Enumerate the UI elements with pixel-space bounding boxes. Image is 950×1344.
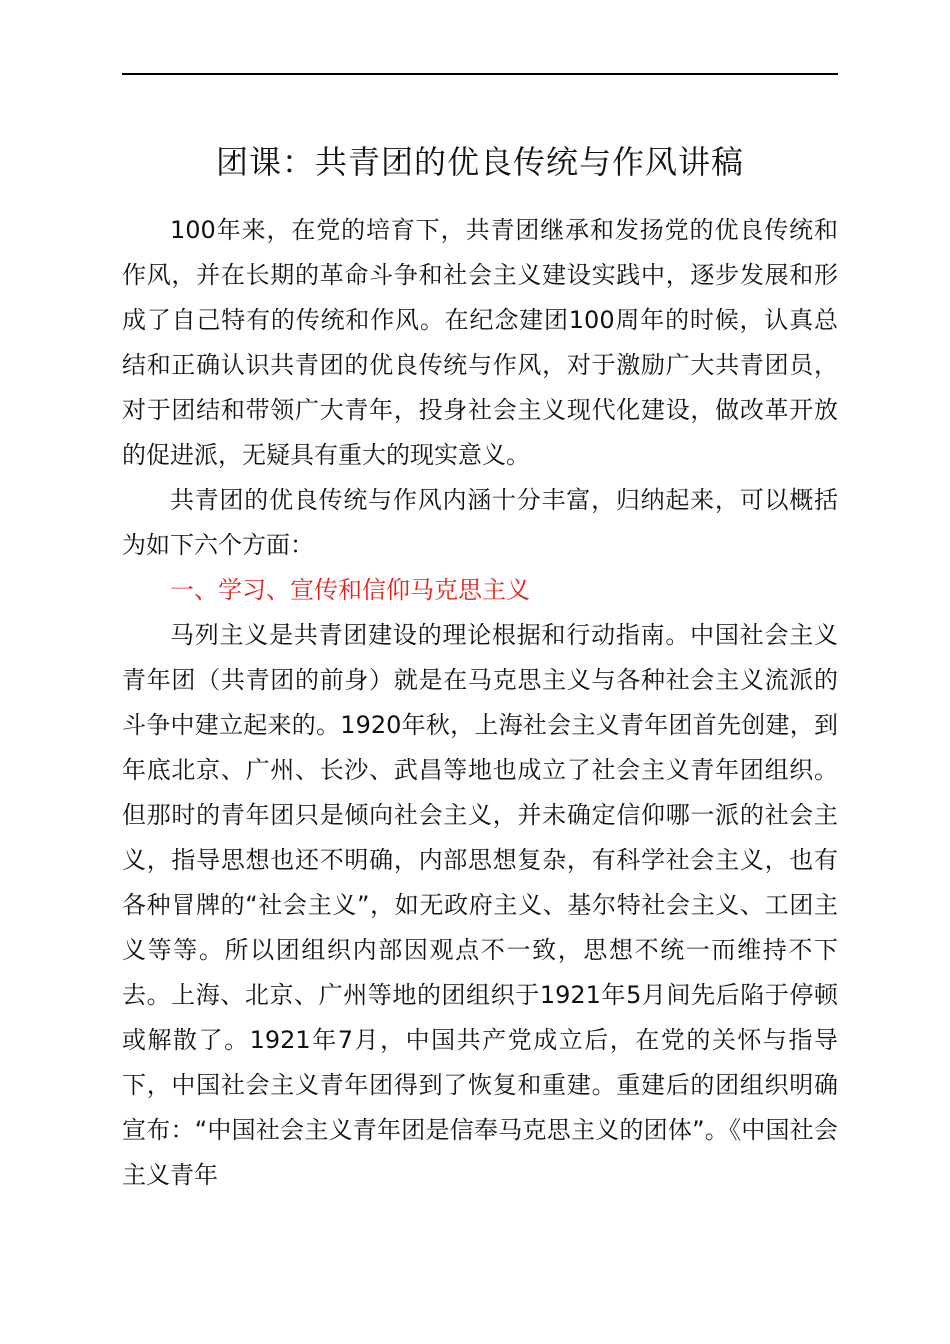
paragraph-summary: 共青团的优良传统与作风内涵十分丰富，归纳起来，可以概括为如下六个方面： — [122, 486, 838, 559]
paragraph-intro: 100年来，在党的培育下，共青团继承和发扬党的优良传统和作风，并在长期的革命斗争和社会主义建设实践中，逐步发展和形成了自己特有的传统和作风。在纪念建团100周年的时候，认真总结和正确认识共青团的优良传统与作风，对于激励广大共青团员，对于团结和带领广大青年，投身社会主义现代化建设，做改革开放的促进派，无疑具有重大的现实意义。 — [122, 216, 838, 469]
section-heading: 一、学习、宣传和信仰马克思主义 — [170, 576, 530, 604]
document-title: 团课：共青团的优良传统与作风讲稿 — [215, 143, 744, 181]
paragraph-section-1: 马列主义是共青团建设的理论根据和行动指南。中国社会主义青年团（共青团的前身）就是在马克思主义与各种社会主义流派的斗争中建立起来的。1920年秋，上海社会主义青年团首先创建，到年底北京、广州、长沙、武昌等地也成立了社会主义青年团组织。但那时的青年团只是倾向社会主义，并未确定信仰哪一派的社会主义，指导思想也还不明确，内部思想复杂，有科学社会主义，也有各种冒牌的“社会主义”，如无政府主义、基尔特社会主义、工团主义等等。所以团组织内部因观点不一致，思想不统一而维持不下去。上海、北京、广州等地的团组织于1921年5月间先后陷于停顿或解散了。1921年7月，中国共产党成立后，在党的关怀与指导下，中国社会主义青年团得到了恢复和重建。重建后的团组织明确宣布：“中国社会主义青年团是信奉马克思主义的团体”。《中国社会主义青年 — [122, 621, 838, 1189]
header-rule — [122, 73, 838, 75]
document-body — [122, 208, 838, 1198]
